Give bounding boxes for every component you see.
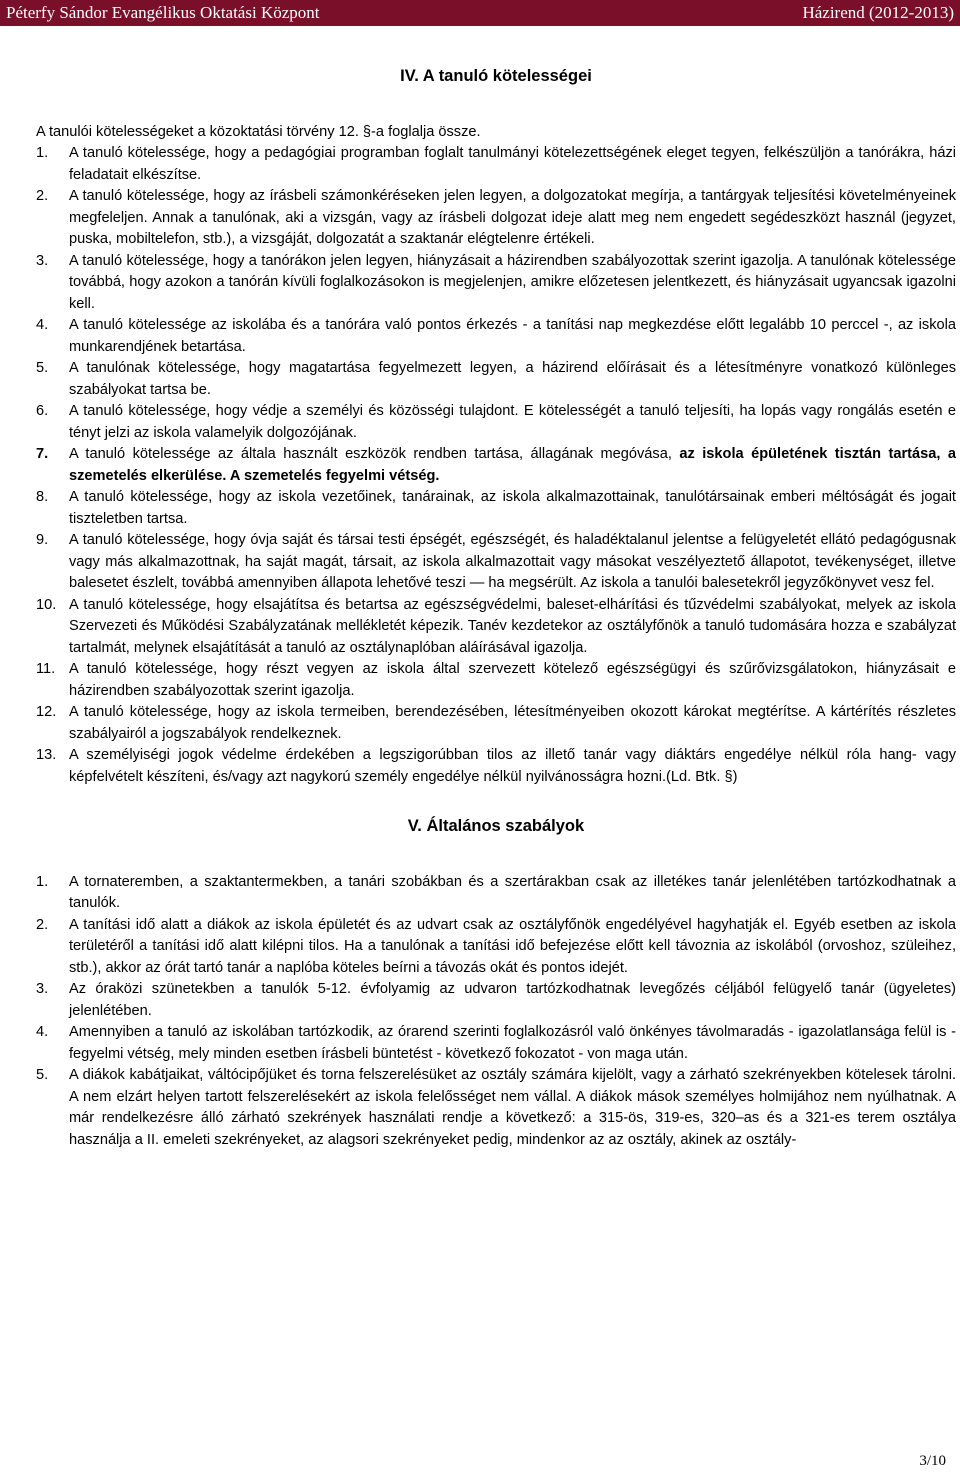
list-item: 2. A tanuló kötelessége, hogy az írásbeli számonkéréseken jelen legyen, a dolgozatokat megírja, a tantárgyak teljesítési követelményeinek megfeleljen. Annak a tanulónak, aki a vizsgán, vagy az írásbeli dolgozat ideje alatt meg nem engedett segédeszközt használ (jegyzet, puska, mobiltelefon, stb.), a vizsgáját, dolgozatát a szaktanár elégtelenre értékeli. [36,188,956,247]
document-body [36,58,956,1151]
list-item: 9. A tanuló kötelessége, hogy óvja saját és társai testi épségét, egészségét, és haladéktalanul jelentse a felügyeletét ellátó pedagógusnak vagy más alkalmazottnak, ha saját magát, társait, az iskola alkalmazottait vagy másokat veszélyeztető állapotot, tevékenységet, illetve balesetet észlelt, továbbá amennyiben állapota lehetővé teszi — ha megsérült. Az iskola a tanulói balesetekről jegyzőkönyvet vesz fel. [36,532,956,591]
page-number: 3/10 [919,1453,946,1469]
section-4-title: IV. A tanuló kötelességei [400,67,592,85]
list-item: 10. A tanuló kötelessége, hogy elsajátítsa és betartsa az egészségvédelmi, baleset-elhárítási és tűzvédelmi szabályokat, melyek az iskola Szervezeti és Működési Szabályzatának mellékletét képezik. Tanév kezdetekor az osztályfőnök a tanuló tudomására hozza e szabályzat tartalmát, melynek elsajátítását a tanuló az osztálynaplóban aláírásával igazolja. [36,596,956,656]
list-item: 4. Amennyiben a tanuló az iskolában tartózkodik, az órarend szerinti foglalkozásról való önkényes távolmaradás - igazolatlansága felül is - fegyelmi vétség, mely minden esetben írásbeli büntetést - következő fokozatot - von maga után. [36,1024,956,1062]
list-item: 1. A tanuló kötelessége, hogy a pedagógiai programban foglalt tanulmányi kötelezettségének eleget tegyen, felkészüljön a tanórákra, házi feladatait elkészítse. [36,145,956,183]
header-document-title: Házirend (2012-2013) [802,3,954,22]
list-item: 5. A tanulónak kötelessége, hogy magatartása fegyelmezett legyen, a házirend előírásait és a létesítményre vonatkozó különleges szabályokat tartsa be. [36,360,956,398]
list-item: 5. A diákok kabátjaikat, váltócipőjüket és torna felszerelésüket az osztály számára kijelölt, vagy a zárható szekrényekben kötelesek tárolni. A nem elzárt helyen tartott felszerelésekért az iskola felelősséget nem vállal. A diákok mások személyes holmijához nem nyúlhatnak. A már rendelkezésre álló zárható szekrények használati rendje a következő: a 315-ös, 319-es, 320–as és a 321-es terem osztálya használja a II. emeleti szekrényeket, az alagsori szekrényeket pedig, mindenkor az az osztály, akinek az osztály- [36,1067,956,1148]
list-item: 3. A tanuló kötelessége, hogy a tanórákon jelen legyen, hiányzásait a házirendben szabályozottak szerint igazolja. A tanulónak kötelessége továbbá, hogy azokon a tanórán kívüli foglalkozásokon is megjelenjen, amikre előzetesen jelentkezett, és hiányzásait ugyancsak igazolni kell. [36,252,956,312]
list-item: 4. A tanuló kötelessége az iskolába és a tanórára való pontos érkezés - a tanítási nap megkezdése előtt legalább 10 perccel -, az iskola munkarendjének betartása. [36,317,956,355]
list-item: 12. A tanuló kötelessége, hogy az iskola termeiben, berendezésében, létesítményeiben okozott károkat megtérítse. A kártérítés részletes szabályairól a jogszabályok rendelkeznek. [36,704,956,742]
list-item: 8. A tanuló kötelessége, hogy az iskola vezetőinek, tanárainak, az iskola alkalmazottainak, tanulótársainak emberi méltóságát és jogait tiszteletben tartsa. [36,489,956,527]
section-4-intro: A tanulói kötelességeket a közoktatási törvény 12. §-a foglalja össze. [36,123,481,140]
emphasized-text: az iskola épületének tisztán tartása, a szemetelés elkerülése. A szemetelés fegyelmi vétség. [69,446,956,484]
list-item: 13. A személyiségi jogok védelme érdekében a legszigorúbban tilos az illető tanár vagy diáktárs engedélye nélkül róla hang- vagy képfelvételt készíteni, és/vagy azt nagykorú személy engedélye nélkül nyilvánosságra hozni.(Ld. Btk. §) [36,747,956,785]
header-institution: Péterfy Sándor Evangélikus Oktatási Központ [6,3,320,22]
list-item: 1. A tornateremben, a szaktantermekben, a tanári szobákban és a szertárakban csak az illetékes tanár jelenlétében tartózkodhatnak a tanulók. [36,873,956,911]
section-4-list [36,143,956,788]
list-item: 6. A tanuló kötelessége, hogy védje a személyi és közösségi tulajdont. E kötelességét a tanuló teljesíti, ha lopás vagy rongálás esetén e tényt jelzi az iskola valamelyik dolgozójának. [36,403,956,441]
section-5-list [36,872,956,1152]
list-item: 2. A tanítási idő alatt a diákok az iskola épületét és az udvart csak az osztályfőnök engedélyével hagyhatják el. Egyéb esetben az iskola területéről a tanítási idő alatt kilépni tilos. Ha a tanulónak a tanítási idő befejezése előtt kell távoznia az iskolából (orvoshoz, szüleihez, stb.), akkor az órát tartó tanár a naplóba köteles beírni a távozás okát és pontos idejét. [36,916,956,976]
page-header [0,0,960,26]
list-item: 11. A tanuló kötelessége, hogy részt vegyen az iskola által szervezett kötelező egészségügyi és szűrővizsgálatokon, hiányzásait e házirendben szabályozottak szerint igazolja. [36,661,956,699]
list-item: 3. Az óraközi szünetekben a tanulók 5-12. évfolyamig az udvaron tartózkodhatnak levegőzés céljából felügyelő tanár (ügyeletes) jelenlétében. [36,981,956,1019]
section-5-title: V. Általános szabályok [407,817,585,835]
list-item: 7. A tanuló kötelessége az általa használt eszközök rendben tartása, állagának megóvása, az iskola épületének tisztán tartása, a szemetelés elkerülése. A szemetelés fegyelmi vétség. [36,446,956,484]
